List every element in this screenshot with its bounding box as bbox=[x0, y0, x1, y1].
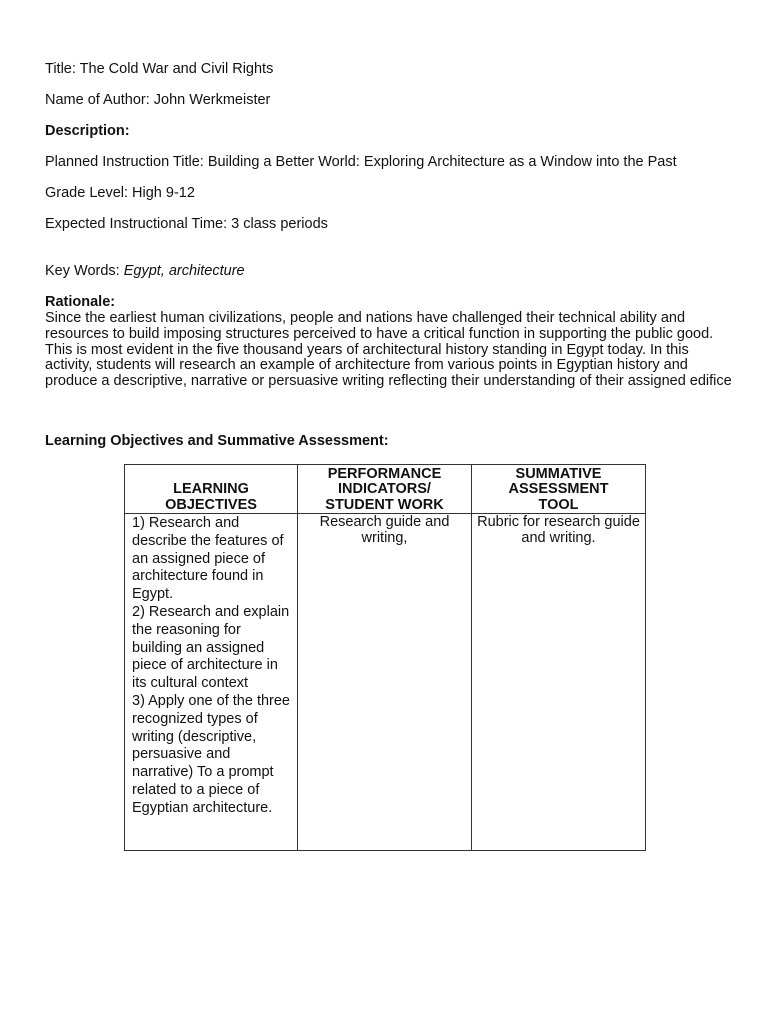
key-words bbox=[45, 263, 245, 280]
table-row bbox=[125, 514, 646, 851]
table-header-row bbox=[125, 465, 646, 514]
rationale-text: Since the earliest human civilizations, people and nations have challenged their technical ability and resources to build imposing structures perceived to have a critical function in supporting the public good. This is most evident in the five thousand years of architectural history standing in Egypt today. In this activity, students will research an example of architecture from various points in Egyptian history and produce a descriptive, narrative or persuasive writing reflecting their understanding of their assigned edifice bbox=[45, 310, 732, 390]
assessment-cell bbox=[472, 514, 646, 851]
performance-text: Research guide and writing, bbox=[319, 514, 450, 546]
rationale-heading: Rationale: bbox=[45, 294, 116, 310]
objectives-cell bbox=[125, 514, 298, 851]
description-heading: Description: bbox=[45, 123, 130, 139]
assessment-text: Rubric for research guide and writing. bbox=[477, 514, 640, 546]
objectives-heading: Learning Objectives and Summative Assessment: bbox=[45, 433, 389, 449]
objective-item: 2) Research and explain the reasoning for building an assigned piece of architecture in its cultural context bbox=[132, 603, 290, 692]
performance-cell bbox=[298, 514, 472, 851]
header-performance-indicators: PERFORMANCE INDICATORS/ STUDENT WORK bbox=[298, 465, 472, 514]
planned-instruction-title: Planned Instruction Title: Building a Better World: Exploring Architecture as a Window into the Past bbox=[45, 154, 677, 170]
objective-item: 3) Apply one of the three recognized types of writing (descriptive, persuasive and narrative) To a prompt related to a piece of Egyptian architecture. bbox=[132, 692, 290, 816]
author-line: Name of Author: John Werkmeister bbox=[45, 92, 271, 108]
instructional-time: Expected Instructional Time: 3 class periods bbox=[45, 216, 328, 232]
key-words-value: Egypt, architecture bbox=[123, 263, 245, 279]
key-words-label: Key Words: bbox=[45, 263, 124, 279]
document-title: Title: The Cold War and Civil Rights bbox=[45, 61, 274, 77]
objectives-table bbox=[124, 464, 646, 851]
objective-item: 1) Research and describe the features of an assigned piece of architecture found in Egypt. bbox=[132, 515, 284, 603]
grade-level: Grade Level: High 9-12 bbox=[45, 185, 195, 201]
header-learning-objectives: LEARNING OBJECTIVES bbox=[125, 465, 298, 514]
header-summative-assessment: SUMMATIVE ASSESSMENT TOOL bbox=[472, 465, 646, 514]
